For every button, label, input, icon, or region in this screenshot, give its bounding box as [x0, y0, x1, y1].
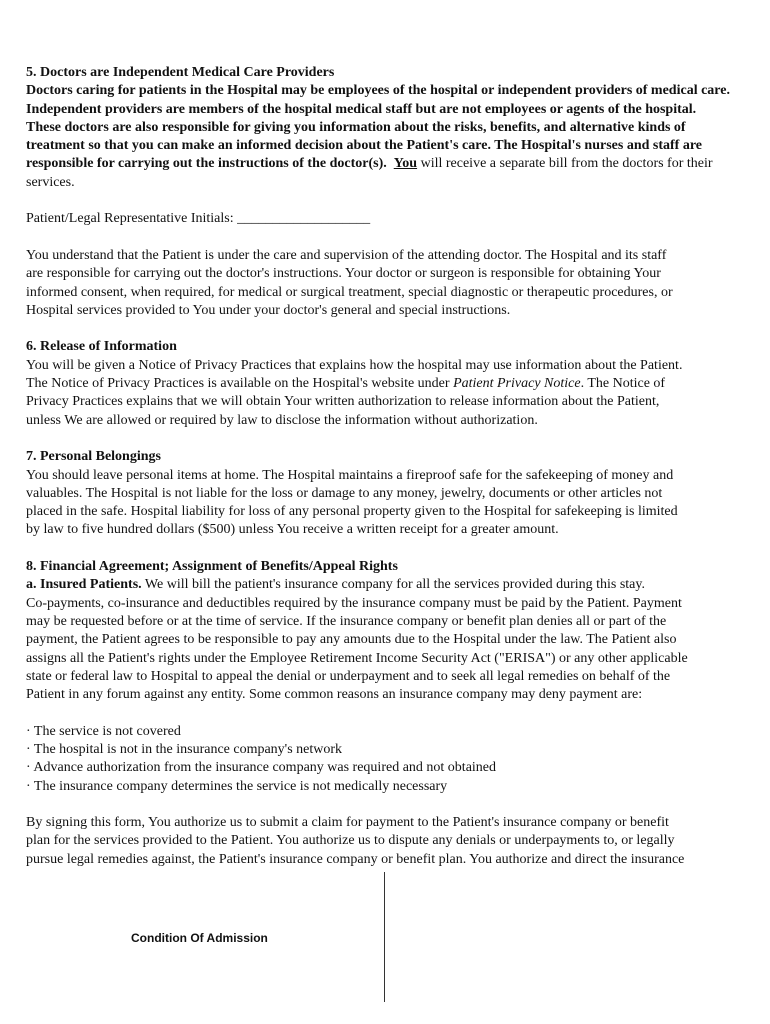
section-5-line: These doctors are also responsible for giving you information about the risks, benefits, and alternative kinds of	[26, 119, 686, 135]
privacy-notice-title: Patient Privacy Notice	[453, 376, 581, 392]
section-6-line	[26, 375, 770, 393]
section-7-heading: 7. Personal Belongings	[26, 449, 161, 465]
section-5-line: services.	[26, 174, 75, 190]
section-6-text: The Notice of Privacy Practices is available on the Hospital's website under	[26, 376, 450, 392]
section-5-line	[26, 155, 770, 173]
section-5-bold-text: responsible for carrying out the instructions of the doctor(s).	[26, 156, 387, 172]
section-8-line	[26, 576, 770, 594]
section-5-line: Independent providers are members of the hospital medical staff but are not employees or agents of the hospital.	[26, 101, 697, 117]
section-6-text: . The Notice of	[580, 376, 666, 392]
section-8-line: state or federal law to Hospital to appeal the denial or underpayment and to seek all legal remedies on behalf of the	[26, 668, 671, 684]
document-page	[26, 64, 770, 874]
footer-title: Condition Of Admission	[131, 931, 268, 945]
section-8-line: payment, the Patient agrees to be responsible to pay any amounts due to the Hospital under the law. The Patient also	[26, 632, 677, 648]
denial-reason-item: · The hospital is not in the insurance company's network	[26, 741, 343, 757]
signing-line: plan for the services provided to the Patient. You authorize us to dispute any denials or underpayments to, or legally	[26, 833, 675, 849]
section-8-text: We will bill the patient's insurance company for all the services provided during this stay.	[144, 577, 645, 593]
section-5-line: Doctors caring for patients in the Hospital may be employees of the hospital or independent providers of medical care.	[26, 83, 730, 99]
initials-field: Patient/Legal Representative Initials: ___________________	[26, 211, 371, 227]
supervision-line: You understand that the Patient is under the care and supervision of the attending doctor. The Hospital and its staff	[26, 247, 667, 263]
section-8-heading: 8. Financial Agreement; Assignment of Benefits/Appeal Rights	[26, 559, 398, 575]
denial-reason-item: · Advance authorization from the insurance company was required and not obtained	[26, 760, 497, 776]
signing-line: By signing this form, You authorize us to submit a claim for payment to the Patient's insurance company or benefit	[26, 815, 669, 831]
section-7-line: by law to five hundred dollars ($500) unless You receive a written receipt for a greater amount.	[26, 522, 559, 538]
section-6-line: Privacy Practices explains that we will obtain Your written authorization to release information about the Patient,	[26, 394, 660, 410]
footer-divider	[384, 872, 385, 1002]
supervision-line: are responsible for carrying out the doctor's instructions. Your doctor or surgeon is responsible for obtaining Your	[26, 266, 661, 282]
signing-line: pursue legal remedies against, the Patient's insurance company or benefit plan. You authorize and direct the insurance	[26, 851, 685, 867]
section-5-line: treatment so that you can make an informed decision about the Patient's care. The Hospital's nurses and staff are	[26, 138, 703, 154]
supervision-line: Hospital services provided to You under your doctor's general and special instructions.	[26, 302, 511, 318]
section-6-line: unless We are allowed or required by law to disclose the information without authorization.	[26, 412, 538, 428]
section-6-line: You will be given a Notice of Privacy Practices that explains how the hospital may use information about the Patient.	[26, 357, 683, 373]
section-6-heading: 6. Release of Information	[26, 339, 177, 355]
section-8-line: assigns all the Patient's rights under the Employee Retirement Income Security Act ("ERISA") or any other applicable	[26, 650, 688, 666]
section-7-line: You should leave personal items at home. The Hospital maintains a fireproof safe for the safekeeping of money and	[26, 467, 674, 483]
section-8-line: may be requested before or at the time of service. If the insurance company or benefit plan denies all or part of the	[26, 613, 667, 629]
section-5-rest-text: will receive a separate bill from the doctors for their	[420, 156, 713, 172]
section-8-line: Co-payments, co-insurance and deductibles required by the insurance company must be paid by the Patient. Payment	[26, 595, 682, 611]
you-emphasis: You	[393, 156, 418, 172]
supervision-line: informed consent, when required, for medical or surgical treatment, special diagnostic or therapeutic procedures, or	[26, 284, 673, 300]
denial-reason-item: · The insurance company determines the service is not medically necessary	[26, 778, 448, 794]
section-8-line: Patient in any forum against any entity. Some common reasons an insurance company may deny payment are:	[26, 687, 643, 703]
section-5-heading: 5. Doctors are Independent Medical Care Providers	[26, 65, 335, 80]
insured-patients-label: a. Insured Patients.	[26, 577, 142, 593]
section-7-line: placed in the safe. Hospital liability for loss of any personal property given to the Hospital for safekeeping is limited	[26, 504, 678, 520]
section-7-line: valuables. The Hospital is not liable for the loss or damage to any money, jewelry, documents or other articles not	[26, 485, 663, 501]
denial-reason-item: · The service is not covered	[26, 723, 181, 739]
